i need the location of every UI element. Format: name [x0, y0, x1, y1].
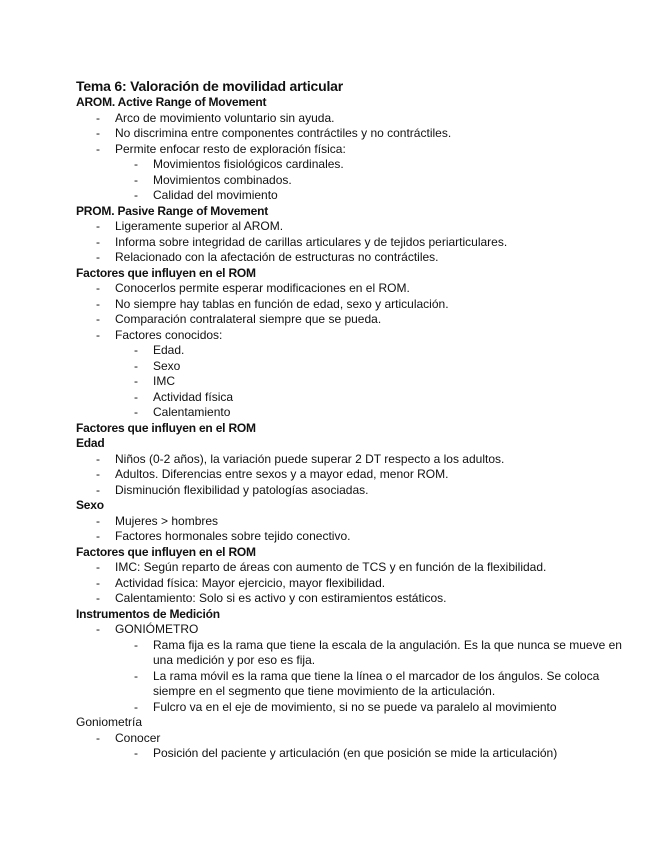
dash-bullet: - — [134, 389, 138, 404]
list-item-text: Adultos. Diferencias entre sexos y a mayor edad, menor ROM. — [115, 467, 449, 481]
dash-bullet: - — [96, 560, 100, 574]
sub-list-item — [76, 173, 636, 189]
list-item — [76, 452, 636, 468]
list-item-text: GONIÓMETRO — [115, 622, 199, 636]
list-item — [76, 576, 636, 592]
dash-bullet: - — [96, 281, 100, 295]
list-item — [76, 560, 636, 576]
list-item-text: Informa sobre integridad de carillas articulares y de tejidos periarticulares. — [115, 234, 508, 249]
list-item — [76, 250, 636, 266]
dash-bullet: - — [134, 374, 138, 388]
list-item — [76, 312, 636, 328]
section-label: Goniometría — [76, 715, 143, 729]
sub-list-item — [76, 638, 636, 669]
document-content — [76, 95, 636, 762]
dash-bullet: - — [96, 451, 100, 466]
list-item — [76, 219, 636, 235]
dash-bullet: - — [96, 591, 100, 605]
list-item-text: Factores hormonales sobre tejido conectivo. — [115, 529, 351, 543]
list-item-text: Mujeres > hombres — [115, 513, 219, 528]
section-heading: Factores que influyen en el ROM — [76, 420, 256, 435]
dash-bullet: - — [96, 312, 100, 326]
list-item — [76, 235, 636, 251]
list-item-text: Movimientos combinados. — [153, 172, 292, 187]
list-item — [76, 622, 636, 638]
list-item-text: Disminución flexibilidad y patologías asociadas. — [115, 482, 369, 497]
list-item — [76, 126, 636, 142]
section-heading: Factores que influyen en el ROM — [76, 544, 256, 559]
dash-bullet: - — [96, 219, 100, 233]
section-heading: PROM. Pasive Range of Movement — [76, 203, 269, 218]
list-item-text: Ligeramente superior al AROM. — [115, 219, 284, 233]
list-item-text: IMC — [153, 374, 175, 388]
dash-bullet: - — [96, 622, 100, 636]
list-item-text: Sexo — [153, 358, 181, 373]
dash-bullet: - — [134, 405, 138, 419]
dash-bullet: - — [96, 467, 100, 481]
section-heading: Instrumentos de Medición — [76, 606, 220, 621]
section-heading: Edad — [76, 436, 105, 450]
sub-list-item — [76, 746, 636, 762]
sub-list-item — [76, 343, 636, 359]
dash-bullet: - — [134, 358, 138, 373]
dash-bullet: - — [134, 699, 138, 714]
list-item-text: Permite enfocar resto de exploración física: — [115, 141, 346, 156]
dash-bullet: - — [96, 730, 100, 745]
sub-list-item — [76, 669, 636, 700]
list-item — [76, 731, 636, 747]
section-heading: AROM. Active Range of Movement — [76, 95, 267, 109]
list-item-text: Calentamiento: Solo si es activo y con estiramientos estáticos. — [115, 591, 447, 605]
list-item-text: Relacionado con la afectación de estructuras no contráctiles. — [115, 250, 439, 264]
list-item — [76, 467, 636, 483]
dash-bullet: - — [96, 250, 100, 264]
section-heading: Factores que influyen en el ROM — [76, 265, 256, 280]
list-item-text: Rama fija es la rama que tiene la escala de la angulación. Es la que nunca se mueve en una medición y por eso es fija. — [153, 637, 622, 667]
list-item-text: Conocerlos permite esperar modificaciones en el ROM. — [115, 281, 410, 295]
list-item-text: No siempre hay tablas en función de edad, sexo y articulación. — [115, 296, 449, 311]
sub-list-item — [76, 188, 636, 204]
dash-bullet: - — [134, 668, 138, 683]
list-item-text: Niños (0-2 años), la variación puede superar 2 DT respecto a los adultos. — [115, 451, 505, 466]
list-item-text: Conocer — [115, 730, 161, 745]
list-item — [76, 297, 636, 313]
sub-list-item — [76, 390, 636, 406]
list-item — [76, 142, 636, 158]
list-item-text: Posición del paciente y articulación (en que posición se mide la articulación) — [153, 746, 558, 760]
dash-bullet: - — [96, 110, 100, 125]
list-item-text: Calidad del movimiento — [153, 188, 278, 202]
list-item-text: Factores conocidos: — [115, 327, 223, 342]
dash-bullet: - — [134, 637, 138, 652]
list-item — [76, 281, 636, 297]
sub-list-item — [76, 359, 636, 375]
list-item-text: Actividad física — [153, 389, 234, 404]
document-page — [76, 78, 636, 762]
list-item-text: Arco de movimiento voluntario sin ayuda. — [115, 110, 335, 125]
list-item — [76, 111, 636, 127]
sub-list-item — [76, 374, 636, 390]
sub-list-item — [76, 157, 636, 173]
dash-bullet: - — [134, 343, 138, 357]
list-item — [76, 591, 636, 607]
dash-bullet: - — [134, 172, 138, 187]
list-item-text: No discrimina entre componentes contráctiles y no contráctiles. — [115, 126, 452, 140]
sub-list-item — [76, 700, 636, 716]
section-heading: Sexo — [76, 498, 104, 512]
list-item-text: Calentamiento — [153, 405, 231, 419]
dash-bullet: - — [96, 482, 100, 497]
sub-list-item — [76, 405, 636, 421]
dash-bullet: - — [96, 234, 100, 249]
list-item — [76, 514, 636, 530]
list-item-text: Actividad física: Mayor ejercicio, mayor flexibilidad. — [115, 575, 386, 590]
list-item-text: Movimientos fisiológicos cardinales. — [153, 157, 344, 171]
list-item-text: IMC: Según reparto de áreas con aumento de TCS y en función de la flexibilidad. — [115, 560, 547, 574]
list-item-text: La rama móvil es la rama que tiene la línea o el marcador de los ángulos. Se coloca siempre en el segmento que tiene movimiento de la articulación. — [153, 668, 600, 698]
dash-bullet: - — [96, 327, 100, 342]
list-item-text: Edad. — [153, 343, 185, 357]
dash-bullet: - — [96, 126, 100, 140]
dash-bullet: - — [134, 188, 138, 202]
dash-bullet: - — [96, 513, 100, 528]
page-title: Tema 6: Valoración de movilidad articular — [76, 78, 343, 94]
list-item — [76, 529, 636, 545]
list-item — [76, 483, 636, 499]
dash-bullet: - — [96, 529, 100, 543]
dash-bullet: - — [134, 746, 138, 760]
dash-bullet: - — [134, 157, 138, 171]
list-item — [76, 328, 636, 344]
dash-bullet: - — [96, 141, 100, 156]
list-item-text: Comparación contralateral siempre que se pueda. — [115, 312, 382, 326]
list-item-text: Fulcro va en el eje de movimiento, si no se puede va paralelo al movimiento — [153, 699, 557, 714]
dash-bullet: - — [96, 296, 100, 311]
dash-bullet: - — [96, 575, 100, 590]
